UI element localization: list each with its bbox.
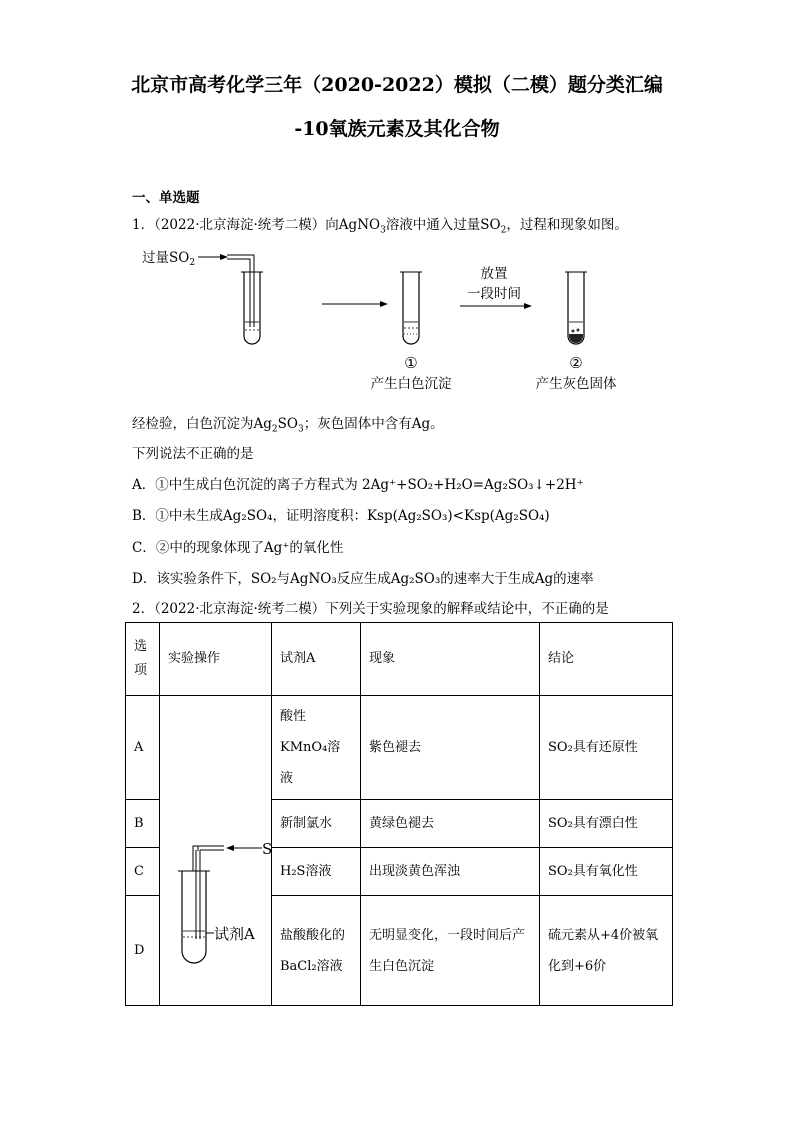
q1-check: [132, 412, 444, 435]
row-option: A: [126, 696, 160, 800]
doc-title-line2: -10氧族元素及其化合物: [294, 118, 500, 140]
q1-check-c: ；灰色固体中含有Ag。: [303, 416, 444, 432]
arrow2-bottom-label: 一段时间: [467, 286, 521, 302]
q1-experiment-figure: [132, 242, 642, 394]
q1-ask: 下列说法不正确的是: [132, 446, 254, 462]
table-row: [126, 696, 673, 800]
row-option: C: [126, 848, 160, 896]
row-reagent: 盐酸酸化的BaCl₂溶液: [272, 896, 361, 1006]
row-option: D: [126, 896, 160, 1006]
q1-option-a[interactable]: A．①中生成白色沉淀的离子方程式为 2Ag⁺+SO₂+H₂O=Ag₂SO₃↓+2H⁺: [132, 477, 584, 493]
q2-table: [125, 622, 673, 1006]
header-reagent: 试剂A: [272, 623, 361, 696]
q1-source: （2022·北京海淀·统考二模）: [154, 217, 326, 233]
q1-option-b[interactable]: B．①中未生成Ag₂SO₄，证明溶度积：Ksp(Ag₂SO₃)<Ksp(Ag₂SO₄): [132, 508, 550, 524]
row-conclusion: SO₂具有漂白性: [540, 800, 673, 848]
q1-stem: [132, 213, 628, 236]
q1-check-a: 经检验，白色沉淀为Ag: [132, 416, 272, 432]
q1-stem-sub2: 2: [500, 225, 507, 236]
row-phenomenon: 无明显变化，一段时间后产生白色沉淀: [361, 896, 540, 1006]
row-conclusion: SO₂具有氧化性: [540, 848, 673, 896]
tube1-caption: 产生白色沉淀: [370, 376, 452, 392]
header-conclusion: 结论: [540, 623, 673, 696]
row-conclusion: SO₂具有还原性: [540, 696, 673, 800]
tube-1: [400, 272, 422, 344]
q2-stem: 2．（2022·北京海淀·统考二模）下列关于实验现象的解释或结论中，不正确的是: [132, 601, 609, 617]
row-conclusion: 硫元素从+4价被氧化到+6价: [540, 896, 673, 1006]
gas-label-s: S: [262, 839, 273, 858]
doc-title-line1: 北京市高考化学三年（2020-2022）模拟（二模）题分类汇编: [131, 74, 663, 96]
arrow-2: [460, 303, 532, 309]
tube-2: [565, 272, 587, 344]
gas-arrow: [226, 845, 262, 851]
operation-figure-cell: [160, 696, 272, 1006]
q1-option-d[interactable]: D．该实验条件下，SO₂与AgNO₃反应生成Ag₂SO₃的速率大于生成Ag的速率: [132, 571, 594, 587]
tube2-number: ②: [569, 354, 583, 372]
q1-check-b: SO: [277, 416, 298, 432]
q1-check-sub1: 2: [271, 424, 278, 435]
q1-stem-a: 向AgNO: [325, 217, 381, 233]
arrow-1: [322, 301, 388, 307]
q1-option-c[interactable]: C．②中的现象体现了Ag⁺的氧化性: [132, 540, 344, 556]
row-phenomenon: 出现淡黄色浑浊: [361, 848, 540, 896]
row-reagent: H₂S溶液: [272, 848, 361, 896]
q2-apparatus: [160, 751, 273, 951]
row-phenomenon: 紫色褪去: [361, 696, 540, 800]
arrow2-top-label: 放置: [480, 266, 508, 282]
header-operation: 实验操作: [160, 623, 272, 696]
table-header-row: [126, 623, 673, 696]
q1-stem-b: 溶液中通入过量SO: [385, 217, 501, 233]
tube2-caption: 产生灰色固体: [535, 376, 617, 392]
tube-start: [227, 255, 263, 344]
tube1-number: ①: [404, 354, 418, 372]
gas-inlet-arrow: [198, 254, 228, 260]
q1-number: 1．: [132, 217, 155, 233]
reagent-label: 试剂A: [214, 924, 255, 943]
section-heading: 一、单选题: [132, 190, 200, 206]
q1-check-sub2: 3: [297, 424, 304, 435]
row-phenomenon: 黄绿色褪去: [361, 800, 540, 848]
header-option: 选项: [126, 623, 160, 696]
gas-label: 过量$SO_2$: [142, 250, 196, 268]
header-phenomenon: 现象: [361, 623, 540, 696]
q1-stem-c: ，过程和现象如图。: [506, 217, 628, 233]
row-reagent: 酸性KMnO₄溶液: [272, 696, 361, 800]
row-reagent: 新制氯水: [272, 800, 361, 848]
row-option: B: [126, 800, 160, 848]
q1-stem-sub1: 3: [380, 225, 386, 236]
